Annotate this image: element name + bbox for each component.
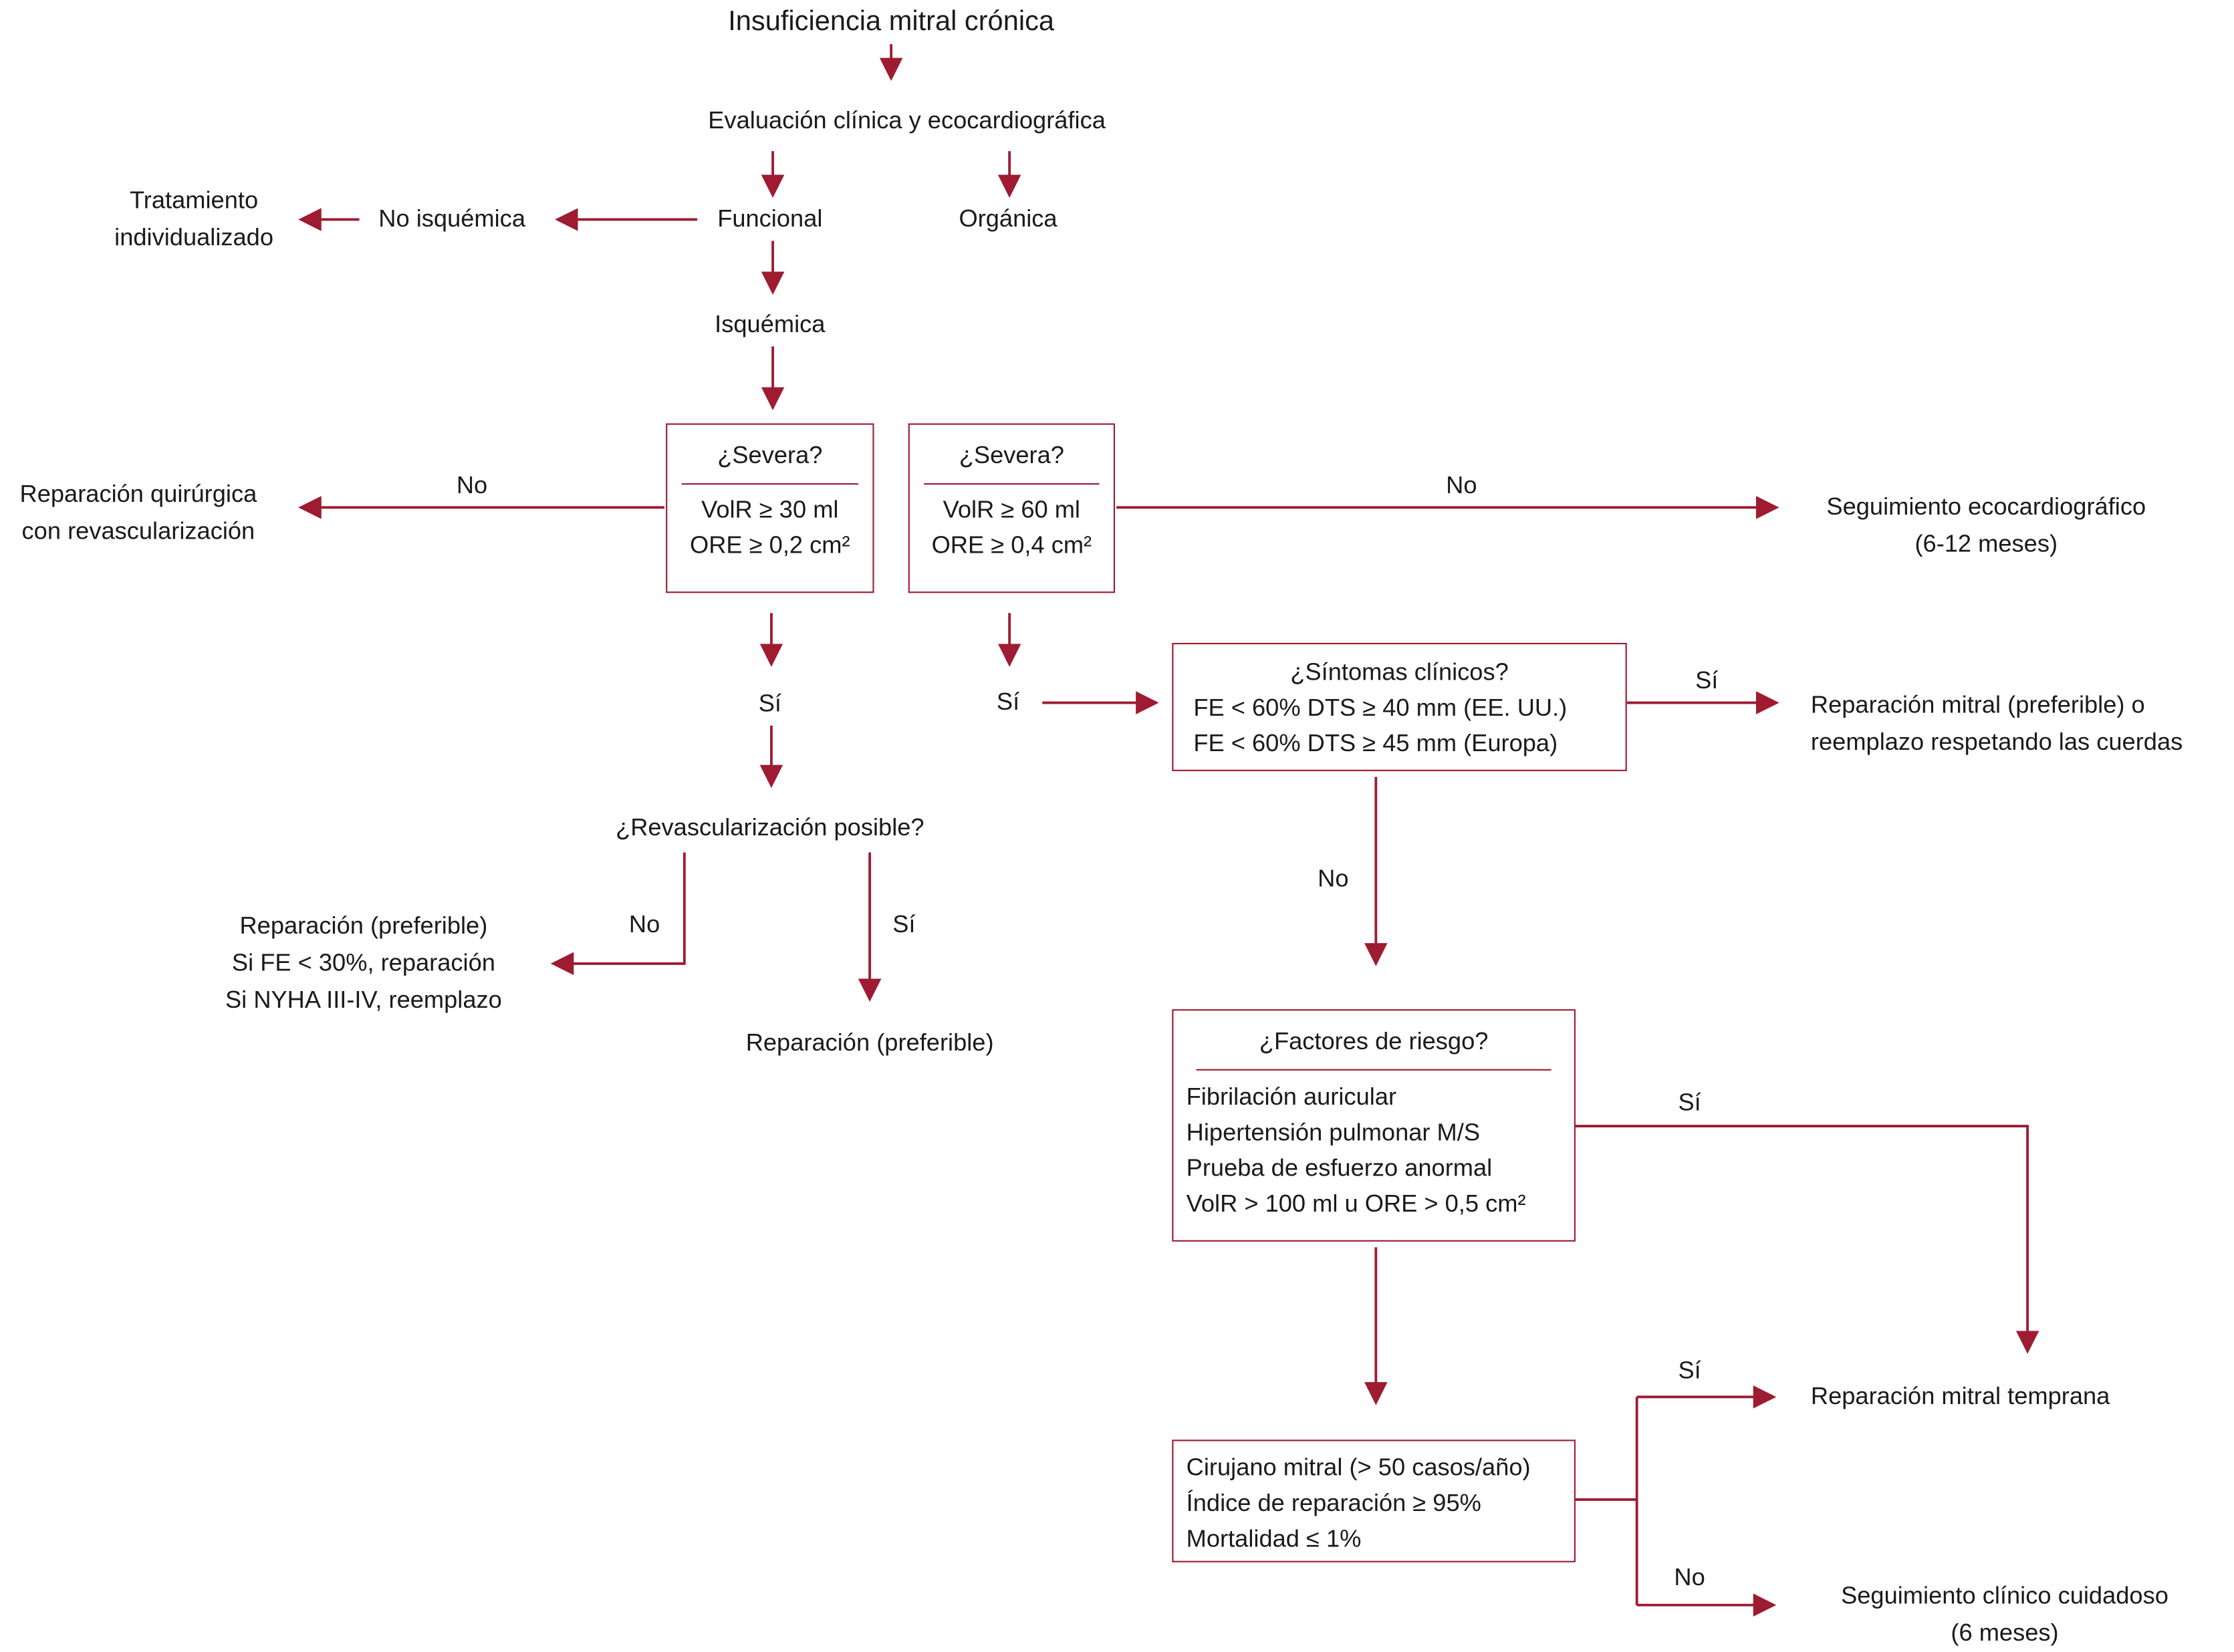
decision-box-factores-riesgo	[1172, 1009, 1576, 1242]
box-divider	[1197, 1069, 1552, 1071]
edge-label-no-severa-organica: No	[1446, 472, 1477, 499]
decision-box-severa-organica	[908, 424, 1115, 593]
box-line: VolR ≥ 60 ml	[943, 496, 1081, 523]
box-line: Cirujano mitral (> 50 casos/año)	[1186, 1454, 1531, 1482]
edge-label-si-sintomas: Sí	[1695, 667, 1719, 694]
text-line: individualizado	[114, 223, 274, 251]
text-line: (6 meses)	[1951, 1619, 2059, 1647]
text-line: Si FE < 30%, reparación	[231, 949, 495, 977]
node-organica: Orgánica	[959, 205, 1058, 233]
box-line: ORE ≥ 0,2 cm²	[690, 531, 850, 559]
edge-label-no-revasc: No	[628, 910, 660, 938]
box-line: Mortalidad ≤ 1%	[1186, 1525, 1362, 1552]
box-title: ¿Severa?	[959, 442, 1064, 469]
edge-label-si-severa-organica: Sí	[996, 688, 1020, 716]
text-line: Tratamiento	[130, 186, 259, 214]
decision-box-cirujano-mitral	[1172, 1439, 1576, 1562]
edge-label-si-factores: Sí	[1678, 1089, 1701, 1117]
box-line: Fibrilación auricular	[1186, 1083, 1397, 1111]
text-line: Si NYHA III-IV, reemplazo	[225, 986, 502, 1014]
box-title: ¿Factores de riesgo?	[1259, 1027, 1489, 1055]
node-seguimiento-clinico	[1841, 1578, 2168, 1652]
node-revascularizacion-posible: ¿Revascularización posible?	[616, 813, 924, 841]
box-divider	[682, 483, 858, 485]
decision-box-sintomas-clinicos	[1172, 643, 1626, 771]
text-line: Seguimiento ecocardiográfico	[1826, 493, 2146, 521]
node-reparacion-no-revasc	[225, 908, 502, 1019]
edge-label-no-sintomas: No	[1318, 865, 1349, 893]
box-title: ¿Severa?	[717, 442, 823, 469]
box-divider	[924, 483, 1099, 485]
box-line: Índice de reparación ≥ 95%	[1186, 1489, 1481, 1517]
text-line: Reparación (preferible)	[239, 912, 488, 940]
edge-label-no-cirujano: No	[1674, 1563, 1705, 1591]
node-evaluacion-clinica: Evaluación clínica y ecocardiográfica	[708, 106, 1106, 134]
diagram-title: Insuficiencia mitral crónica	[728, 5, 1055, 37]
node-isquemica: Isquémica	[715, 310, 826, 338]
node-tratamiento-individualizado	[114, 182, 273, 257]
edge-label-si-cirujano: Sí	[1678, 1357, 1701, 1385]
edge-label-si-revasc: Sí	[892, 910, 916, 938]
edge-label-si-severa-funcional: Sí	[758, 690, 781, 717]
node-reparacion-quirurgica	[20, 476, 257, 550]
text-line: (6-12 meses)	[1914, 530, 2058, 558]
text-line: Reparación quirúrgica	[19, 480, 257, 508]
decision-box-severa-funcional	[666, 424, 874, 593]
arrow-revasc-no	[553, 853, 685, 964]
box-line: Prueba de esfuerzo anormal	[1186, 1154, 1493, 1182]
text-line: Reparación mitral (preferible) o	[1810, 691, 2145, 719]
box-line: ORE ≥ 0,4 cm²	[931, 531, 1092, 559]
box-line: VolR > 100 ml u ORE > 0,5 cm²	[1186, 1190, 1526, 1218]
node-funcional: Funcional	[717, 205, 823, 233]
node-no-isquemica: No isquémica	[378, 205, 526, 233]
text-line: con revascularización	[21, 517, 255, 545]
arrow-factores-si	[1576, 1126, 2027, 1351]
node-seguimiento-ecocardiografico	[1826, 489, 2146, 563]
text-line: reemplazo respetando las cuerdas	[1810, 728, 2183, 756]
node-reparacion-preferible: Reparación (preferible)	[745, 1029, 994, 1057]
box-title: ¿Síntomas clínicos?	[1290, 658, 1509, 686]
box-line: Hipertensión pulmonar M/S	[1186, 1119, 1481, 1146]
edge-label-no-severa-funcional: No	[456, 472, 488, 499]
box-line: FE < 60% DTS ≥ 40 mm (EE. UU.)	[1193, 694, 1568, 722]
node-reparacion-mitral-preferible	[1811, 687, 2183, 761]
node-reparacion-mitral-temprana: Reparación mitral temprana	[1810, 1383, 2110, 1410]
box-line: FE < 60% DTS ≥ 45 mm (Europa)	[1193, 730, 1558, 757]
text-line: Seguimiento clínico cuidadoso	[1841, 1582, 2168, 1610]
box-line: VolR ≥ 30 ml	[701, 496, 839, 523]
